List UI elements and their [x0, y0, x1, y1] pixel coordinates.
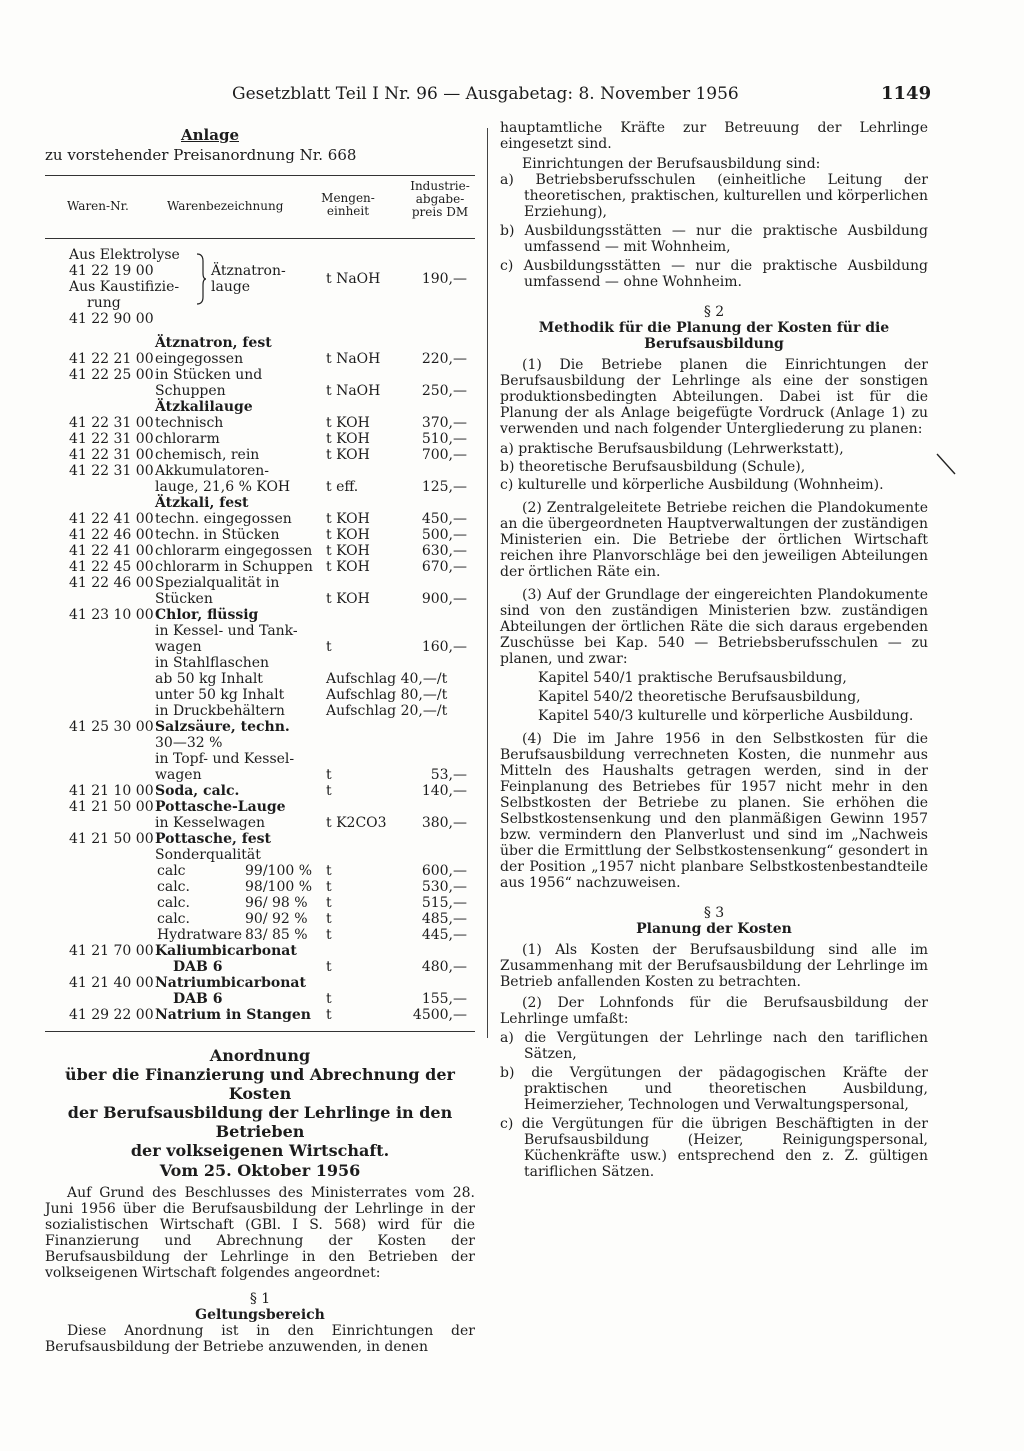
table-row: [45, 703, 475, 719]
list-item: Kapitel 540/2 theoretische Berufsausbildung,: [538, 689, 861, 705]
table-row: [45, 687, 475, 703]
cell-mengeneinheit: Aufschlag 80,—/t: [326, 687, 448, 703]
cell-warenbezeichnung: Ätzkali, fest: [155, 495, 249, 511]
table-row: [45, 335, 475, 351]
cell-waren-nr: 41 25 30 00: [69, 719, 154, 735]
cell-waren-nr: 41 22 31 00: [69, 463, 154, 479]
table-row: [45, 799, 475, 815]
cell-waren-nr: 41 22 25 00: [69, 367, 154, 383]
cell-prozent: 98/100 %: [245, 879, 313, 895]
table-row: [45, 527, 475, 543]
cell-mengeneinheit: t: [326, 911, 332, 927]
cell-preis: 600,—: [421, 863, 467, 879]
table-row: [45, 463, 475, 479]
cell-warenbezeichnung: chlorarm eingegossen: [155, 543, 313, 559]
group-product-b: lauge: [211, 279, 251, 295]
cell-preis: 125,—: [421, 479, 467, 495]
cell-waren-nr: 41 22 31 00: [69, 431, 154, 447]
section-2-para-4: (4) Die im Jahre 1956 in den Selbstkosten für die Berufsausbildung verrechneten Kosten, die nunmehr aus Mitteln des Haushalts getragen werden, sind in der Feinplanung des Betriebes für 1957 nicht mehr in den Selbstkosten der Betriebe zu planen. Sie erhöhen die Selbstkostensenkung und den planmäßigen Gewinn 1957 bzw. vermindern den Planverlust und sind im „Nachweis über die Ermittlung der Selbstkostensenkung“ gesondert in der Position „1957 nicht planbare Selbstkostenbestandteile aus 1956“ nachzuweisen.: [500, 731, 928, 891]
price-table-header: [45, 176, 475, 238]
cell-preis: 510,—: [421, 431, 467, 447]
group-nr-2: 41 22 90 00: [69, 311, 154, 327]
table-row: [45, 495, 475, 511]
cell-mengeneinheit: t: [326, 991, 332, 1007]
section-2-para-1: (1) Die Betriebe planen die Einrichtungen der Berufsausbildung der Lehrlinge als eine der sonstigen produktionsbedingten Abteilungen. Dabei ist für die Planung der als Anlage beigefügte Vordruck (Anlage 1) zu verwenden und nach folgender Untergliederung zu planen:: [500, 357, 928, 437]
list-item: Kapitel 540/3 kulturelle und körperliche Ausbildung.: [538, 708, 914, 724]
einrichtungen-intro: Einrichtungen der Berufsausbildung sind:: [522, 156, 821, 172]
cell-waren-nr: 41 22 31 00: [69, 447, 154, 463]
price-table-body: [45, 335, 475, 863]
cell-warenbezeichnung: in Druckbehältern: [155, 703, 285, 719]
cell-warenbezeichnung: Ätzkalilauge: [155, 399, 253, 415]
cell-warenbezeichnung: Stücken: [155, 591, 213, 607]
table-row: [45, 351, 475, 367]
cell-preis: 140,—: [421, 783, 467, 799]
table-row: [45, 623, 475, 639]
table-row: [45, 383, 475, 399]
anordnung-title-line: Anordnung: [209, 1046, 311, 1065]
cell-waren-nr: 41 21 50 00: [69, 831, 154, 847]
cell-warenbezeichnung: in Kessel- und Tank-: [155, 623, 298, 639]
section-2-para-2: (2) Zentralgeleitete Betriebe reichen die Plandokumente an die übergeordneten Hauptverwaltungen der zuständigen Ministerien ein. Die Betriebe der örtlichen Wirtschaft reichen ihre Planvorschläge bei den jeweiligen Abteilungen der örtlichen Räte ein.: [500, 500, 928, 580]
table-bottom-rule: [45, 1031, 475, 1032]
table-row: [45, 559, 475, 575]
col-header-price: Industrie-abgabe-preis DM: [410, 179, 470, 219]
cell-preis: 155,—: [421, 991, 467, 1007]
cell-warenbezeichnung: chlorarm: [155, 431, 220, 447]
cell-preis: 515,—: [421, 895, 467, 911]
cell-preis: 530,—: [421, 879, 467, 895]
table-row: [45, 895, 475, 911]
cell-preis: 380,—: [421, 815, 467, 831]
list-item: b) theoretische Berufsausbildung (Schule),: [500, 459, 806, 475]
cell-preis: 250,—: [421, 383, 467, 399]
cell-preis: 670,—: [421, 559, 467, 575]
section-1-number: § 1: [249, 1291, 271, 1307]
anordnung-date: Vom 25. Oktober 1956: [159, 1161, 361, 1180]
cell-prozent: 83/ 85 %: [245, 927, 308, 943]
cell-warenbezeichnung: ab 50 kg Inhalt: [155, 671, 263, 687]
table-row: [45, 575, 475, 591]
col-header-unit: Mengen-einheit: [321, 191, 375, 218]
cell-mengeneinheit: t: [326, 783, 332, 799]
cell-waren-nr: 41 22 46 00: [69, 527, 154, 543]
group-unit: t NaOH: [326, 271, 381, 287]
section-1-text: Diese Anordnung ist in den Einrichtungen der Berufsausbildung der Betriebe anzuwenden, in denen: [45, 1323, 475, 1355]
group-line-1: Aus Elektrolyse: [69, 247, 180, 263]
table-row: [45, 591, 475, 607]
table-row: [45, 927, 475, 943]
list-item: a) praktische Berufsausbildung (Lehrwerkstatt),: [500, 441, 844, 457]
cell-waren-nr: 41 22 41 00: [69, 511, 154, 527]
table-row: [45, 975, 475, 991]
cell-warenbezeichnung: chlorarm in Schuppen: [155, 559, 313, 575]
table-row: [45, 1007, 475, 1023]
cell-mengeneinheit: t KOH: [326, 447, 370, 463]
cell-waren-nr: 41 22 31 00: [69, 415, 154, 431]
group-product-a: Ätznatron-: [211, 263, 286, 279]
cell-warenbezeichnung: Soda, calc.: [155, 783, 240, 799]
table-row: [45, 879, 475, 895]
cell-preis: 630,—: [421, 543, 467, 559]
group-line-2: Aus Kaustifizie-: [69, 279, 180, 295]
anordnung-title-line: über die Finanzierung und Abrechnung der Kosten: [65, 1065, 455, 1103]
cell-preis: 485,—: [421, 911, 467, 927]
cell-warenbezeichnung: in Stahlflaschen: [155, 655, 270, 671]
cell-warenbezeichnung: lauge, 21,6 % KOH: [155, 479, 291, 495]
cell-waren-nr: 41 21 10 00: [69, 783, 154, 799]
cell-warenbezeichnung: techn. in Stücken: [155, 527, 280, 543]
page-header-title: Gesetzblatt Teil I Nr. 96 — Ausgabetag: 8. November 1956: [232, 84, 739, 104]
table-row: [45, 543, 475, 559]
cell-warenbezeichnung: technisch: [155, 415, 224, 431]
table-row: [45, 415, 475, 431]
right-column: [500, 120, 928, 1180]
cell-mengeneinheit: t: [326, 927, 332, 943]
cell-mengeneinheit: t: [326, 767, 332, 783]
cell-warenbezeichnung: calc.: [157, 879, 190, 895]
table-row: [45, 447, 475, 463]
cell-warenbezeichnung: wagen: [155, 639, 202, 655]
section-3-list: [500, 1030, 928, 1180]
anordnung-title: [45, 1046, 475, 1160]
kapitel-list: [500, 670, 928, 724]
table-header-rule: [45, 238, 475, 239]
cell-preis: 900,—: [421, 591, 467, 607]
cell-mengeneinheit: t KOH: [326, 559, 370, 575]
cell-warenbezeichnung: Hydratware: [157, 927, 243, 943]
cell-warenbezeichnung: DAB 6: [173, 959, 223, 975]
cell-waren-nr: 41 22 41 00: [69, 543, 154, 559]
table-row: [45, 767, 475, 783]
cell-waren-nr: 41 22 45 00: [69, 559, 154, 575]
cell-mengeneinheit: t NaOH: [326, 351, 381, 367]
cell-warenbezeichnung: calc.: [157, 895, 190, 911]
list-item: a) Betriebsberufsschulen (einheitliche Leitung der theoretischen, praktischen, kulturellen und körperlichen Erziehung),: [500, 172, 928, 220]
cell-mengeneinheit: t eff.: [326, 479, 359, 495]
cell-warenbezeichnung: Schuppen: [155, 383, 226, 399]
cell-preis: 4500,—: [412, 1007, 467, 1023]
section-1-title: Geltungsbereich: [195, 1307, 325, 1323]
table-row: [45, 367, 475, 383]
cell-mengeneinheit: t KOH: [326, 591, 370, 607]
list-item: b) die Vergütungen der pädagogischen Kräfte der praktischen und theoretischen Ausbildung, Heimerzieher, Technologen und Verwaltungspersonal,: [500, 1065, 928, 1113]
table-row: [45, 831, 475, 847]
continuation-text: hauptamtliche Kräfte zur Betreuung der Lehrlinge eingesetzt sind.: [500, 120, 928, 152]
list-item: c) Ausbildungsstätten — nur die praktische Ausbildung umfassend — ohne Wohnheim.: [500, 258, 928, 290]
table-row: [45, 815, 475, 831]
section-2-para-3: (3) Auf der Grundlage der eingereichten Plandokumente sind von den zuständigen Ministerien bzw. zuständigen Abteilungen der örtlichen Räte die sich daraus ergebenden Zuschüsse bei Kap. 540 — Betriebsberufsschulen — zu planen, und zwar:: [500, 587, 928, 667]
cell-waren-nr: 41 22 46 00: [69, 575, 154, 591]
cell-preis: 450,—: [421, 511, 467, 527]
cell-warenbezeichnung: calc: [157, 863, 186, 879]
cell-prozent: 90/ 92 %: [245, 911, 308, 927]
cell-waren-nr: 41 29 22 00: [69, 1007, 154, 1023]
cell-mengeneinheit: t KOH: [326, 527, 370, 543]
cell-preis: 480,—: [421, 959, 467, 975]
margin-pencil-mark: [935, 452, 957, 476]
list-item: a) die Vergütungen der Lehrlinge nach den tariflichen Sätzen,: [500, 1030, 928, 1062]
cell-waren-nr: 41 21 70 00: [69, 943, 154, 959]
cell-warenbezeichnung: Pottasche-Lauge: [155, 799, 286, 815]
cell-warenbezeichnung: in Topf- und Kessel-: [155, 751, 295, 767]
price-table-calc-rows: [45, 863, 475, 943]
table-row: [45, 671, 475, 687]
einrichtungen-list: [500, 172, 928, 290]
cell-mengeneinheit: t KOH: [326, 511, 370, 527]
cell-warenbezeichnung: Sonderqualität: [155, 847, 261, 863]
table-row: [45, 911, 475, 927]
anordnung-intro: Auf Grund des Beschlusses des Ministerrates vom 28. Juni 1956 über die Berufsausbildung der Lehrlinge in der sozialistischen Wirtschaft (GBl. I S. 568) wird für die Finanzierung und Abrechnung der Kosten der Berufsausbildung der Lehrlinge in den Betrieben der volkseigenen Wirtschaft folgendes angeordnet:: [45, 1185, 475, 1281]
anordnung-title-line: der Berufsausbildung der Lehrlinge in den Betrieben: [67, 1103, 453, 1141]
cell-mengeneinheit: t NaOH: [326, 383, 381, 399]
table-row: [45, 959, 475, 975]
cell-warenbezeichnung: calc.: [157, 911, 190, 927]
cell-warenbezeichnung: unter 50 kg Inhalt: [155, 687, 285, 703]
list-item: Kapitel 540/1 praktische Berufsausbildung,: [538, 670, 847, 686]
cell-mengeneinheit: Aufschlag 20,—/t: [326, 703, 448, 719]
cell-preis: 700,—: [421, 447, 467, 463]
cell-preis: 500,—: [421, 527, 467, 543]
cell-warenbezeichnung: Akkumulatoren-: [155, 463, 269, 479]
table-row: [45, 735, 475, 751]
cell-mengeneinheit: t: [326, 959, 332, 975]
table-row: [45, 943, 475, 959]
cell-warenbezeichnung: DAB 6: [173, 991, 223, 1007]
cell-mengeneinheit: t: [326, 879, 332, 895]
list-item: c) die Vergütungen für die übrigen Beschäftigten in der Berufsausbildung (Heizer, Reinigungspersonal, Küchenkräfte usw.) entsprechend den z. Z. gültigen tariflichen Sätzen.: [500, 1116, 928, 1180]
cell-warenbezeichnung: Natrium in Stangen: [155, 1007, 311, 1023]
section-3-number: § 3: [703, 905, 725, 921]
table-row: [45, 863, 475, 879]
cell-warenbezeichnung: 30—32 %: [155, 735, 223, 751]
cell-warenbezeichnung: wagen: [155, 767, 202, 783]
cell-warenbezeichnung: Chlor, flüssig: [155, 607, 259, 623]
table-row: [45, 399, 475, 415]
table-row: [45, 655, 475, 671]
group-price: 190,—: [421, 271, 467, 287]
cell-preis: 445,—: [421, 927, 467, 943]
section-2-title: Methodik für die Planung der Kosten für die Berufsausbildung: [538, 320, 890, 352]
page-number: 1149: [881, 83, 932, 104]
list-item: c) kulturelle und körperliche Ausbildung (Wohnheim).: [500, 477, 884, 493]
cell-mengeneinheit: t KOH: [326, 415, 370, 431]
cell-preis: 53,—: [430, 767, 467, 783]
cell-waren-nr: 41 21 50 00: [69, 799, 154, 815]
cell-warenbezeichnung: Salzsäure, techn.: [155, 719, 290, 735]
anordnung-title-line: der volkseigenen Wirtschaft.: [130, 1141, 390, 1160]
price-table-body-end: [45, 943, 475, 1023]
section-2-list: [500, 441, 928, 493]
cell-warenbezeichnung: chemisch, rein: [155, 447, 260, 463]
cell-warenbezeichnung: Kaliumbicarbonat: [155, 943, 297, 959]
cell-mengeneinheit: t: [326, 863, 332, 879]
table-row: [45, 751, 475, 767]
cell-mengeneinheit: t: [326, 639, 332, 655]
table-row: [45, 431, 475, 447]
cell-mengeneinheit: t KOH: [326, 543, 370, 559]
table-row: [45, 639, 475, 655]
cell-preis: 370,—: [421, 415, 467, 431]
cell-warenbezeichnung: Natriumbicarbonat: [155, 975, 306, 991]
section-3-title: Planung der Kosten: [636, 921, 792, 937]
cell-warenbezeichnung: in Stücken und: [155, 367, 263, 383]
table-row: [45, 847, 475, 863]
cell-mengeneinheit: t KOH: [326, 431, 370, 447]
anlage-subtitle: zu vorstehender Preisanordnung Nr. 668: [45, 146, 357, 164]
cell-preis: 160,—: [421, 639, 467, 655]
table-row: [45, 479, 475, 495]
cell-warenbezeichnung: Spezialqualität in: [155, 575, 280, 591]
col-header-nr: Waren-Nr.: [67, 199, 129, 213]
cell-prozent: 96/ 98 %: [245, 895, 308, 911]
col-header-name: Warenbezeichnung: [167, 199, 284, 213]
cell-mengeneinheit: t: [326, 1007, 332, 1023]
cell-waren-nr: 41 22 21 00: [69, 351, 154, 367]
section-3-para-1: (1) Als Kosten der Berufsausbildung sind alle im Zusammenhang mit der Berufsausbildung der Lehrlinge im Betrieb anfallenden Kosten zu betrachten.: [500, 942, 928, 990]
left-column: [45, 127, 475, 1355]
section-2-number: § 2: [703, 304, 725, 320]
cell-preis: 220,—: [421, 351, 467, 367]
group-brace: [195, 253, 207, 305]
cell-warenbezeichnung: techn. eingegossen: [155, 511, 292, 527]
table-row: [45, 719, 475, 735]
group-nr-1: 41 22 19 00: [69, 263, 154, 279]
cell-prozent: 99/100 %: [245, 863, 313, 879]
table-row: [45, 991, 475, 1007]
cell-warenbezeichnung: Ätznatron, fest: [155, 335, 272, 351]
group-line-3: rung: [87, 295, 121, 311]
cell-waren-nr: 41 21 40 00: [69, 975, 154, 991]
cell-waren-nr: 41 23 10 00: [69, 607, 154, 623]
cell-warenbezeichnung: in Kesselwagen: [155, 815, 266, 831]
table-group-aetznatronlauge: [45, 247, 475, 327]
section-3-para-2: (2) Der Lohnfonds für die Berufsausbildung der Lehrlinge umfaßt:: [500, 995, 928, 1027]
cell-mengeneinheit: t: [326, 895, 332, 911]
anlage-title: Anlage: [181, 126, 239, 144]
cell-warenbezeichnung: eingegossen: [155, 351, 244, 367]
column-divider: [487, 128, 488, 1038]
cell-mengeneinheit: t K2CO3: [326, 815, 387, 831]
cell-warenbezeichnung: Pottasche, fest: [155, 831, 272, 847]
cell-mengeneinheit: Aufschlag 40,—/t: [326, 671, 448, 687]
table-row: [45, 511, 475, 527]
list-item: b) Ausbildungsstätten — nur die praktische Ausbildung umfassend — mit Wohnheim,: [500, 223, 928, 255]
table-row: [45, 783, 475, 799]
table-row: [45, 607, 475, 623]
